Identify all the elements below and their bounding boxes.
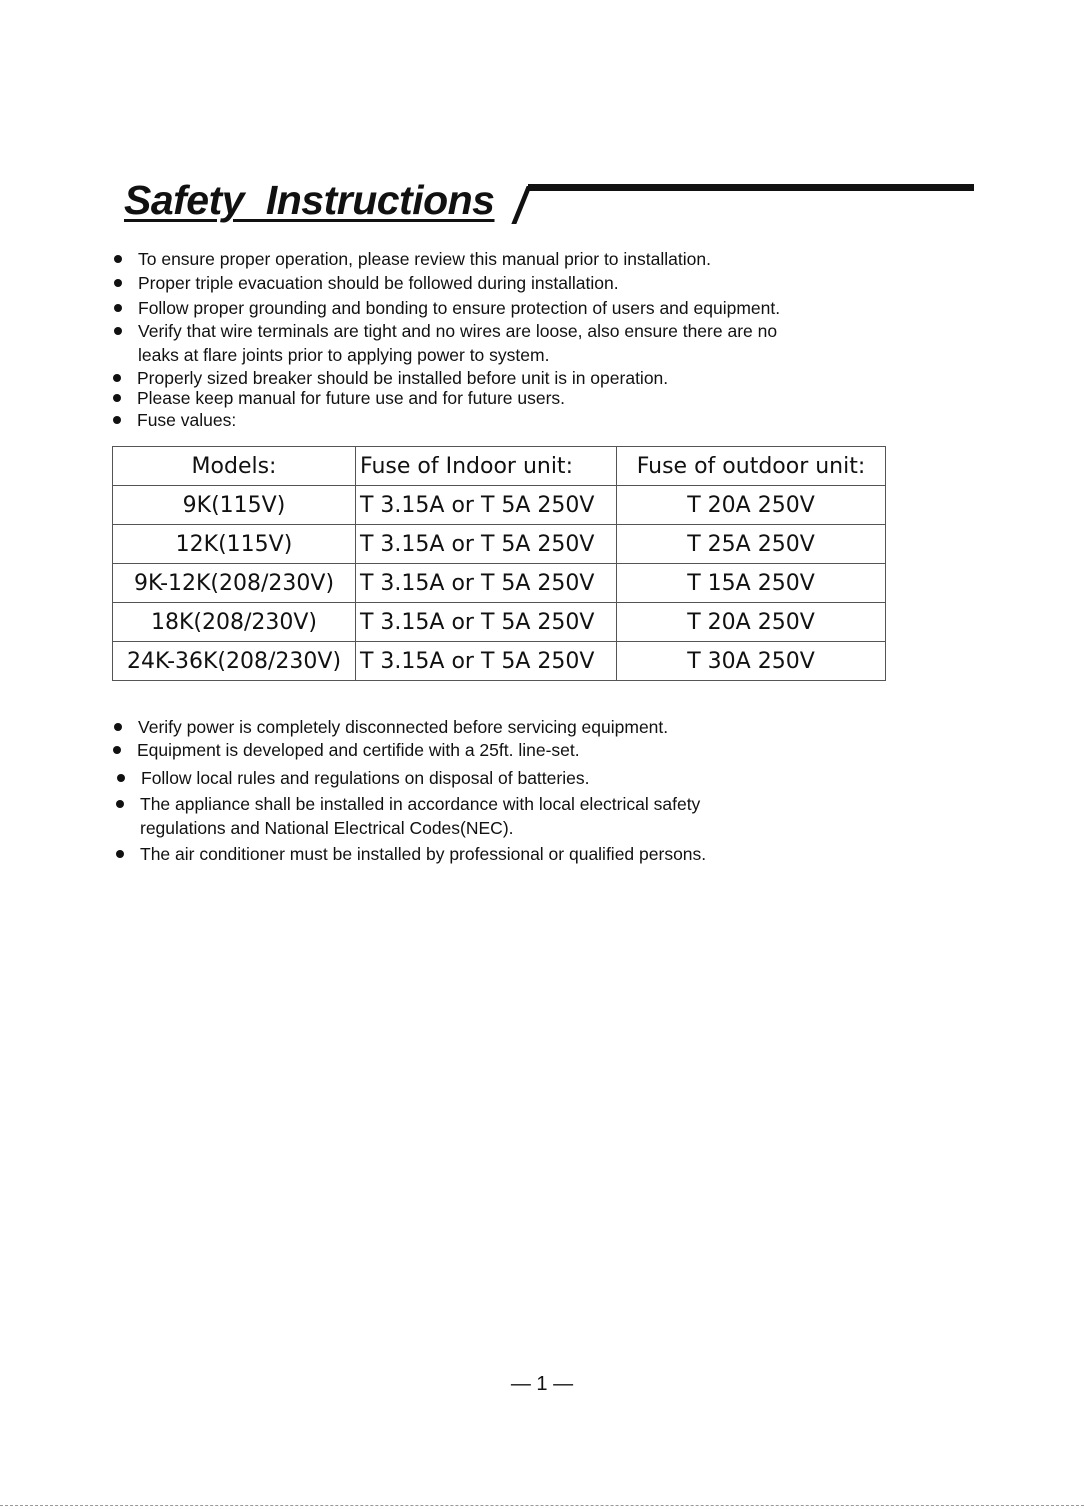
table-header-row <box>113 447 886 486</box>
list-item: Follow local rules and regulations on disposal of batteries. <box>141 766 589 790</box>
column-header-outdoor-fuse: Fuse of outdoor unit: <box>617 447 886 486</box>
list-item: Proper triple evacuation should be followed during installation. <box>138 271 619 295</box>
indoor-fuse-cell: T 3.15A or T 5A 250V <box>356 564 617 603</box>
list-item: The appliance shall be installed in accordance with local electrical safety regulations and National Electrical Codes(NEC). <box>140 792 700 840</box>
title-slash-decoration <box>511 186 531 224</box>
bullet-icon <box>114 327 122 335</box>
indoor-fuse-cell: T 3.15A or T 5A 250V <box>356 486 617 525</box>
model-cell: 24K-36K(208/230V) <box>113 642 356 681</box>
table-row <box>113 642 886 681</box>
bullet-icon <box>114 279 122 287</box>
fuse-values-table <box>112 446 886 681</box>
outdoor-fuse-cell: T 20A 250V <box>617 486 886 525</box>
table-row <box>113 603 886 642</box>
list-item: Equipment is developed and certifide with a 25ft. line-set. <box>137 738 580 762</box>
table-row <box>113 525 886 564</box>
list-item: Please keep manual for future use and for future users. <box>137 386 565 410</box>
page-title: Safety Instructions <box>124 177 495 223</box>
indoor-fuse-cell: T 3.15A or T 5A 250V <box>356 525 617 564</box>
bullet-icon <box>116 800 124 808</box>
bullet-icon <box>113 394 121 402</box>
model-cell: 9K(115V) <box>113 486 356 525</box>
bullet-icon <box>114 255 122 263</box>
model-cell: 12K(115V) <box>113 525 356 564</box>
outdoor-fuse-cell: T 25A 250V <box>617 525 886 564</box>
column-header-indoor-fuse: Fuse of Indoor unit: <box>356 447 617 486</box>
model-cell: 9K-12K(208/230V) <box>113 564 356 603</box>
outdoor-fuse-cell: T 30A 250V <box>617 642 886 681</box>
list-item: Properly sized breaker should be installed before unit is in operation. <box>137 366 668 390</box>
bullet-icon <box>113 374 121 382</box>
bullet-icon <box>114 304 122 312</box>
indoor-fuse-cell: T 3.15A or T 5A 250V <box>356 603 617 642</box>
bullet-icon <box>114 723 122 731</box>
list-item: The air conditioner must be installed by professional or qualified persons. <box>140 842 706 866</box>
bullet-icon <box>113 416 121 424</box>
model-cell: 18K(208/230V) <box>113 603 356 642</box>
column-header-models: Models: <box>113 447 356 486</box>
bullet-icon <box>117 774 125 782</box>
bullet-icon <box>113 746 121 754</box>
page-edge-divider <box>0 1505 1084 1506</box>
title-rule <box>528 184 974 191</box>
table-row <box>113 564 886 603</box>
list-item: Follow proper grounding and bonding to ensure protection of users and equipment. <box>138 296 780 320</box>
bullet-icon <box>116 850 124 858</box>
table-row <box>113 486 886 525</box>
outdoor-fuse-cell: T 15A 250V <box>617 564 886 603</box>
list-item: Verify that wire terminals are tight and no wires are loose, also ensure there are no leaks at flare joints prior to applying power to system. <box>138 319 777 367</box>
page-number: — 1 — <box>510 1373 574 1395</box>
outdoor-fuse-cell: T 20A 250V <box>617 603 886 642</box>
indoor-fuse-cell: T 3.15A or T 5A 250V <box>356 642 617 681</box>
list-item: To ensure proper operation, please review this manual prior to installation. <box>138 247 711 271</box>
list-item: Verify power is completely disconnected before servicing equipment. <box>138 715 668 739</box>
list-item: Fuse values: <box>137 408 236 432</box>
